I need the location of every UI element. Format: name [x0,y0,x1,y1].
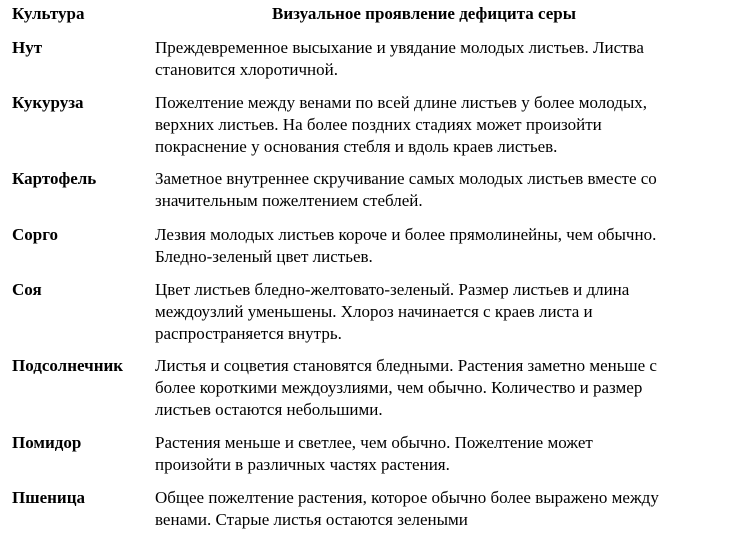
symptom-description [155,432,725,476]
description-line: значительным пожелтением стеблей. [155,191,423,210]
table-header [0,0,730,32]
description-line: листьев остаются небольшими. [155,400,383,419]
symptom-description [155,92,725,158]
description-line: более короткими междоузлиями, чем обычно. Количество и размер [155,378,643,397]
description-line: Общее пожелтение растения, которое обычно более выражено между [155,488,659,507]
description-line: Растения меньше и светлее, чем обычно. Пожелтение может [155,433,593,452]
description-line: Пожелтение между венами по всей длине листьев у более молодых, [155,93,648,112]
crop-name: Соя [12,280,42,299]
symptom-description [155,355,725,421]
description-line: венами. Старые листья остаются зелеными [155,510,468,529]
description-line: покраснение у основания стебля и вдоль краев листьев. [155,137,558,156]
crop-name: Подсолнечник [12,356,124,375]
symptom-description [155,168,725,212]
description-line: Бледно-зеленый цвет листьев. [155,247,373,266]
description-line: становится хлоротичной. [155,60,338,79]
crop-name: Кукуруза [12,93,84,112]
crop-name: Нут [12,38,43,57]
description-line: произойти в различных частях растения. [155,455,450,474]
description-line: Цвет листьев бледно-желтовато-зеленый. Размер листьев и длина [155,280,630,299]
description-line: Преждевременное высыхание и увядание молодых листьев. Листва [155,38,644,57]
description-line: Лезвия молодых листьев короче и более прямолинейны, чем обычно. [155,225,657,244]
crop-name: Помидор [12,433,82,452]
description-line: верхних листьев. На более поздних стадиях может произойти [155,115,602,134]
symptom-description [155,487,725,531]
description-line: Заметное внутреннее скручивание самых молодых листьев вместе со [155,169,657,188]
description-line: Листья и соцветия становятся бледными. Растения заметно меньше с [155,356,657,375]
symptom-description [155,224,725,268]
symptom-description [155,279,725,345]
crop-name: Пшеница [12,488,86,507]
column-header-crop: Культура [12,4,85,23]
column-header-description: Визуальное проявление дефицита серы [272,4,577,23]
crop-name: Картофель [12,169,97,188]
crop-name: Сорго [12,225,59,244]
description-line: междоузлий уменьшены. Хлороз начинается с краев листа и [155,302,593,321]
description-line: распространяется внутрь. [155,324,342,343]
symptom-description [155,37,725,81]
